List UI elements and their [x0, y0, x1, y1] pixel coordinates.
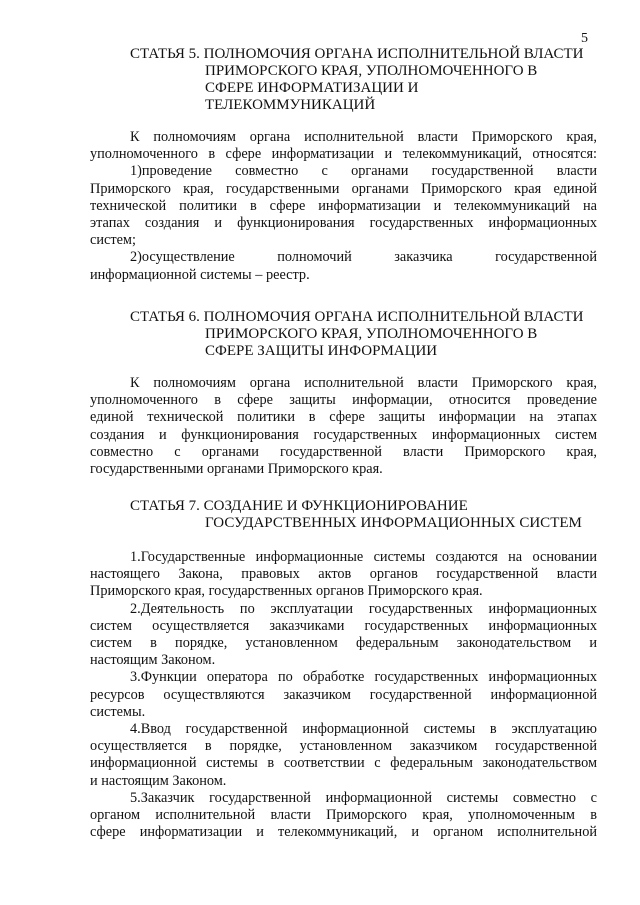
- text-line: 3.Функции оператора по обработке государственных информационных: [130, 669, 597, 686]
- article-7-body: [90, 549, 597, 841]
- page-number: 5: [581, 31, 588, 46]
- heading-line: ПРИМОРСКОГО КРАЯ, УПОЛНОМОЧЕННОГО В: [205, 63, 538, 79]
- text-line: информационной системы – реестр.: [90, 266, 310, 283]
- text-line: 2)осуществление полномочий заказчика государственной: [130, 249, 597, 266]
- text-line: уполномоченного в сфере защиты информации, относится проведение: [90, 392, 597, 409]
- text-line: Приморского края, государственными органами Приморского края единой: [90, 180, 597, 197]
- text-line: К полномочиям органа исполнительной власти Приморского края,: [130, 375, 597, 391]
- article-6-body: [90, 375, 597, 478]
- text-line: К полномочиям органа исполнительной власти Приморского края,: [130, 129, 597, 145]
- text-line: государственными органами Приморского края.: [90, 461, 383, 478]
- heading-line: ТЕЛЕКОММУНИКАЦИЙ: [205, 97, 376, 113]
- text-line: технической политики в сфере информатизации и телекоммуникаций на: [90, 197, 597, 214]
- text-line: информационной системы в соответствии с федеральным законодательством: [90, 755, 597, 772]
- heading-line: СТАТЬЯ 5. ПОЛНОМОЧИЯ ОРГАНА ИСПОЛНИТЕЛЬНОЙ ВЛАСТИ: [130, 46, 584, 62]
- heading-line: СТАТЬЯ 6. ПОЛНОМОЧИЯ ОРГАНА ИСПОЛНИТЕЛЬНОЙ ВЛАСТИ: [130, 309, 584, 325]
- heading-line: СТАТЬЯ 7. СОЗДАНИЕ И ФУНКЦИОНИРОВАНИЕ: [130, 498, 468, 514]
- text-line: органом исполнительной власти Приморского края, уполномоченным в: [90, 807, 597, 824]
- text-line: 5.Заказчик государственной информационной системы совместно с: [130, 789, 597, 806]
- article-5-body: [90, 129, 597, 284]
- text-line: систем;: [90, 232, 136, 249]
- text-line: систем в порядке, установленном федеральным законодательством и: [90, 635, 597, 652]
- heading-line: ПРИМОРСКОГО КРАЯ, УПОЛНОМОЧЕННОГО В: [205, 326, 538, 342]
- text-line: систем осуществляется заказчиками государственных информационных: [90, 617, 597, 634]
- article-7-heading: [130, 498, 582, 532]
- text-line: настоящего Закона, правовых актов органов государственной власти: [90, 566, 597, 583]
- text-line: этапах создания и функционирования государственных информационных: [90, 215, 597, 232]
- text-line: системы.: [90, 703, 146, 720]
- article-5-heading: [130, 46, 583, 114]
- heading-line: СФЕРЕ ИНФОРМАТИЗАЦИИ И: [205, 80, 419, 96]
- text-line: и настоящим Законом.: [90, 772, 227, 789]
- article-6-heading: [130, 309, 583, 360]
- text-line: ресурсов осуществляются заказчиком государственной информационной: [90, 686, 597, 703]
- text-line: совместно с органами государственной власти Приморского края,: [90, 443, 597, 460]
- heading-line: СФЕРЕ ЗАЩИТЫ ИНФОРМАЦИИ: [205, 343, 438, 359]
- text-line: настоящим Законом.: [90, 652, 216, 669]
- text-line: 1)проведение совместно с органами государственной власти: [130, 163, 597, 180]
- text-line: 4.Ввод государственной информационной системы в эксплуатацию: [130, 721, 597, 738]
- text-line: единой технической политики в сфере защиты информации на этапах: [90, 409, 597, 426]
- text-line: 1.Государственные информационные системы создаются на основании: [130, 549, 597, 565]
- text-line: 2.Деятельность по эксплуатации государственных информационных: [130, 600, 597, 617]
- text-line: осуществляется в порядке, установленном заказчиком государственной: [90, 738, 597, 755]
- text-line: сфере информатизации и телекоммуникаций, и органом исполнительной: [90, 824, 597, 841]
- text-line: Приморского края, государственных органов Приморского края.: [90, 583, 483, 600]
- text-line: уполномоченного в сфере информатизации и телекоммуникаций, относятся:: [90, 146, 597, 163]
- heading-line: ГОСУДАРСТВЕННЫХ ИНФОРМАЦИОННЫХ СИСТЕМ: [205, 515, 582, 531]
- text-line: создания и функционирования государственных информационных систем: [90, 426, 597, 443]
